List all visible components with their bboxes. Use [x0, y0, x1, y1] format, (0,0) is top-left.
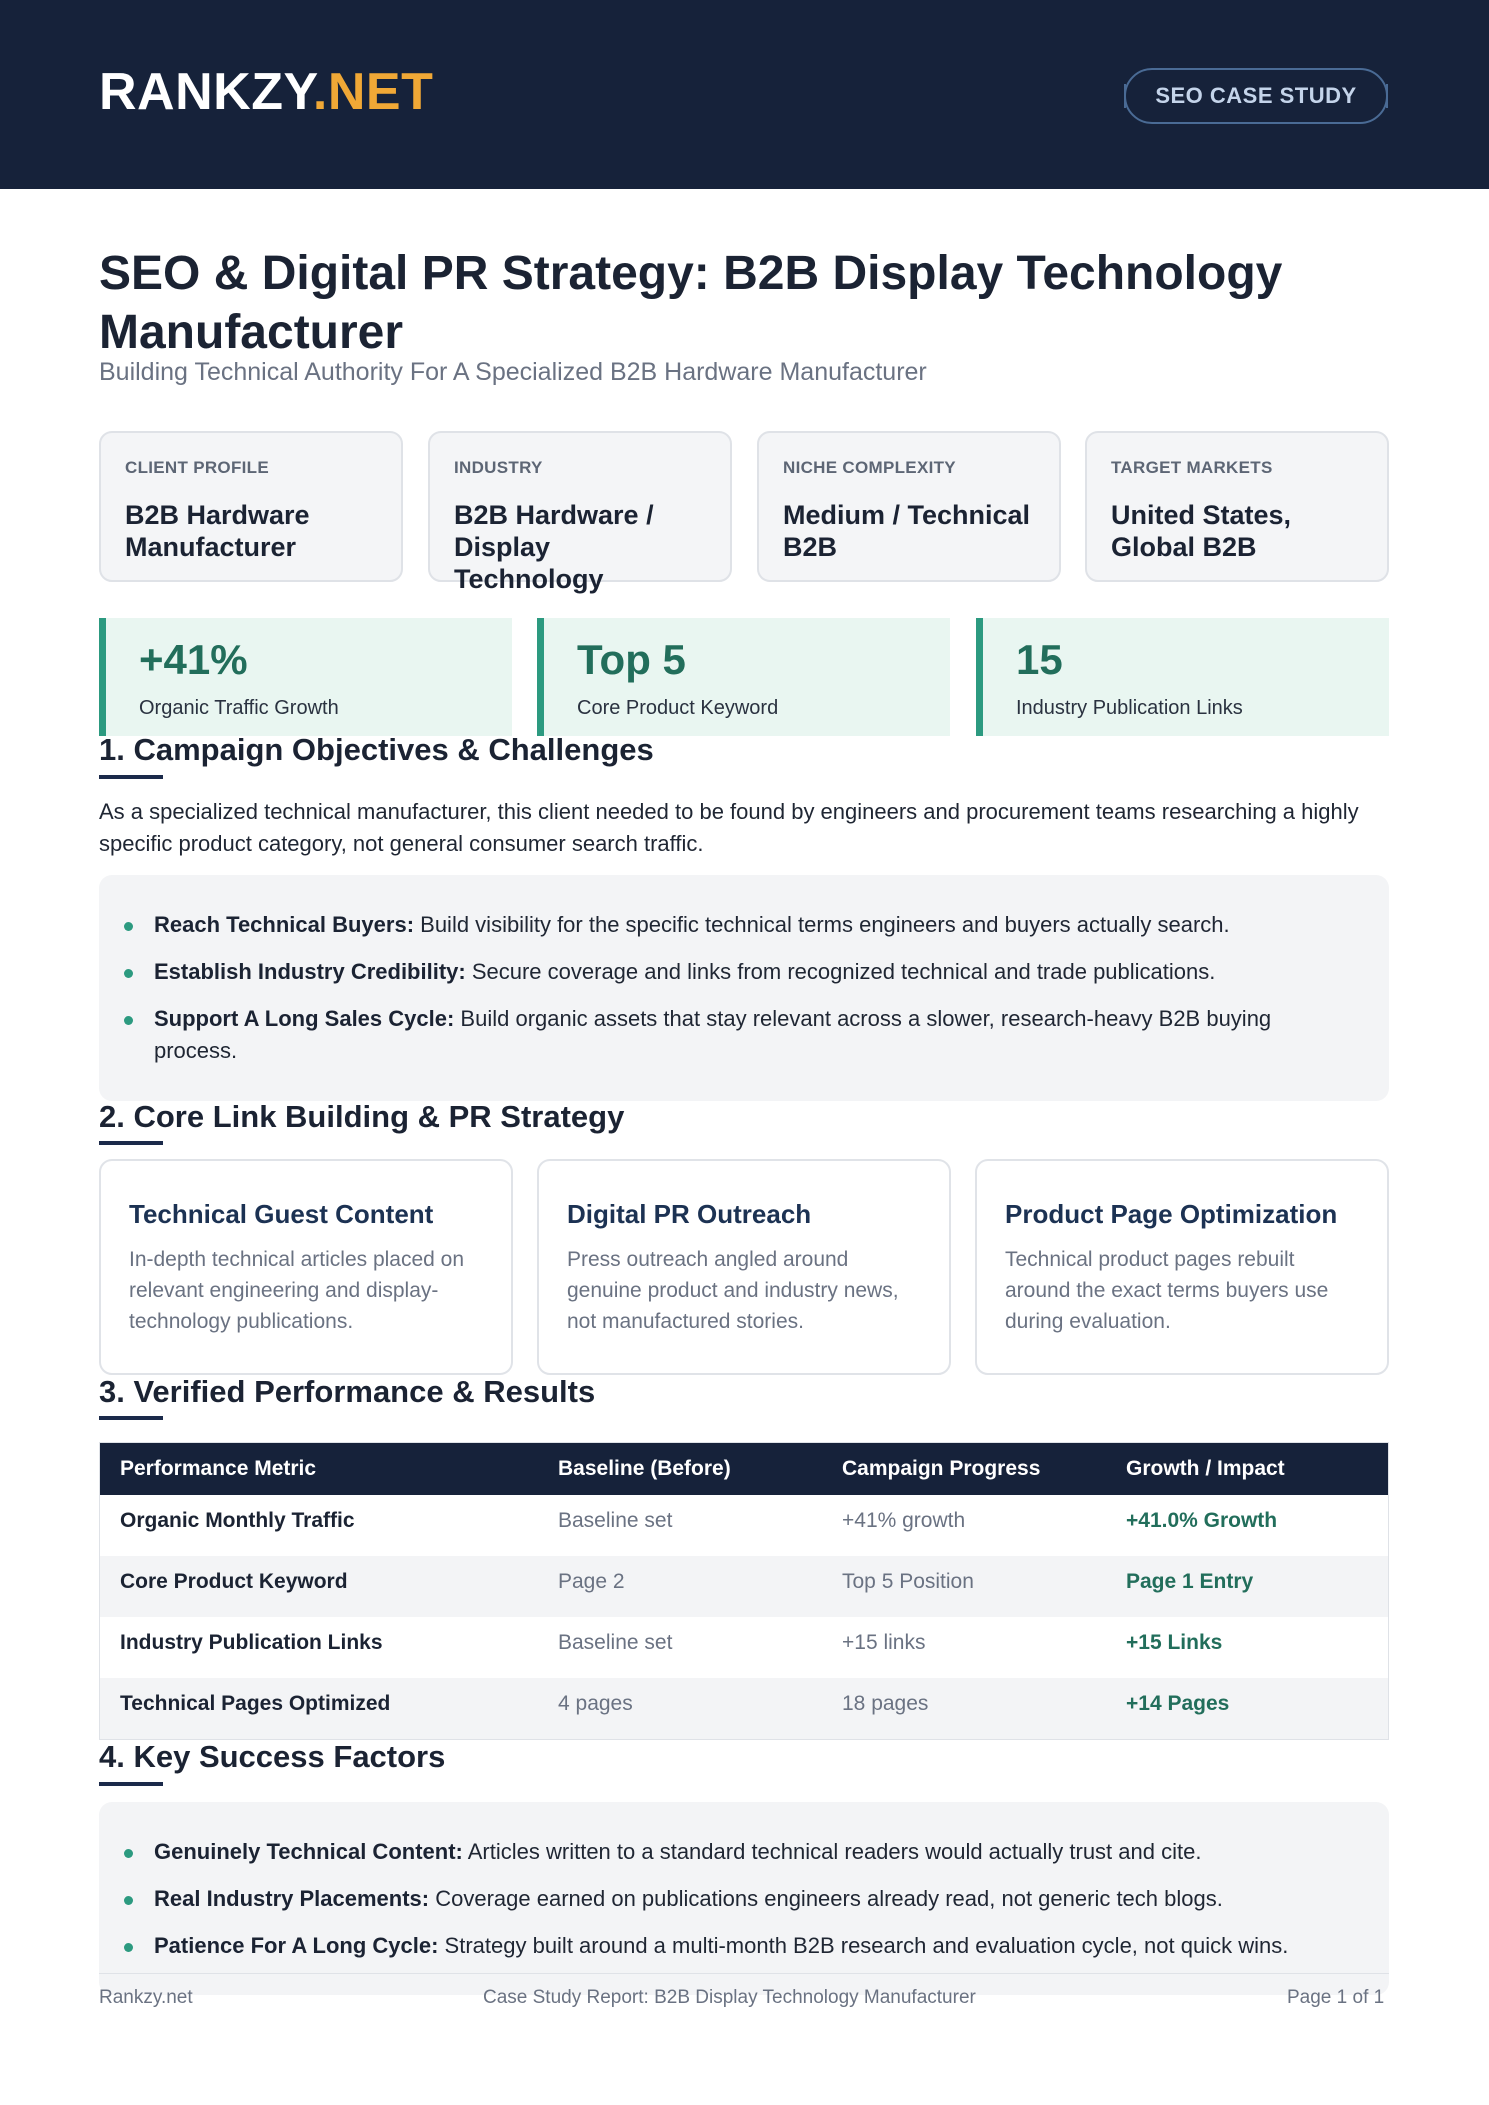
bullet-dot: [124, 1896, 133, 1905]
strategy-card-title: Digital PR Outreach: [567, 1199, 812, 1229]
table-cell-metric: Core Product Keyword: [120, 1570, 348, 1593]
bullet-text: Coverage earned on publications engineers already read, not generic tech blogs.: [429, 1886, 1223, 1911]
bullet-text: Build organic assets that stay relevant across a slower, research-heavy B2B buying process.: [154, 1006, 1272, 1063]
bullet-lead: Support A Long Sales Cycle:: [154, 1006, 455, 1031]
strategy-card-guest-content: [99, 1159, 513, 1375]
table-cell-baseline: 4 pages: [558, 1692, 633, 1715]
section-underline: [99, 1782, 163, 1786]
table-cell-growth: Page 1 Entry: [1126, 1570, 1254, 1593]
profile-card-industry: [428, 431, 732, 594]
table-row: [100, 1617, 1388, 1678]
stat-caption: Industry Publication Links: [1016, 697, 1243, 719]
list-item: [154, 956, 1334, 988]
table-cell-metric: Technical Pages Optimized: [120, 1692, 391, 1715]
footer-report-title: Case Study Report: B2B Display Technology Manufacturer: [483, 1987, 976, 2008]
column-header: Growth / Impact: [1126, 1457, 1285, 1480]
bullet-text: Articles written to a standard technical readers would actually trust and cite.: [462, 1839, 1202, 1864]
table-cell-progress: 18 pages: [842, 1692, 929, 1715]
section-heading-results: 3. Verified Performance & Results: [99, 1374, 596, 1409]
bullet-dot: [124, 1016, 133, 1025]
brand-logo[interactable]: [99, 62, 433, 122]
profile-card-niche: [757, 431, 1061, 582]
table-cell-metric: Organic Monthly Traffic: [120, 1509, 355, 1532]
strategy-card-product-pages: [975, 1159, 1389, 1375]
stat-keyword-rank: [537, 618, 950, 736]
profile-label: TARGET MARKETS: [1111, 458, 1273, 477]
list-item: [154, 1003, 1334, 1067]
list-item: [154, 909, 1334, 941]
strategy-card-desc: Technical product pages rebuilt around the exact terms buyers use during evaluation.: [1005, 1248, 1329, 1333]
profile-card-client: [99, 431, 403, 582]
case-study-badge: SEO CASE STUDY: [1124, 68, 1388, 124]
column-header: Performance Metric: [120, 1457, 317, 1480]
brand-accent: .NET: [312, 63, 434, 121]
table-header-row: [100, 1443, 1388, 1495]
table-cell-baseline: Baseline set: [558, 1631, 673, 1654]
objectives-intro: As a specialized technical manufacturer, this client needed to be found by engineers and procurement teams researching a highly specific product category, not general consumer search traffic.: [99, 799, 1359, 856]
strategy-card-desc: In-depth technical articles placed on relevant engineering and display-technology publications.: [129, 1248, 465, 1333]
strategy-card-title: Product Page Optimization: [1005, 1199, 1338, 1229]
stat-value: +41%: [139, 636, 248, 683]
column-header: Baseline (Before): [558, 1457, 731, 1480]
table-cell-baseline: Page 2: [558, 1570, 625, 1593]
section-heading-success-factors: 4. Key Success Factors: [99, 1739, 446, 1774]
section-underline: [99, 1141, 163, 1145]
profile-label: CLIENT PROFILE: [125, 458, 269, 477]
table-cell-growth: +14 Pages: [1126, 1692, 1230, 1715]
table-cell-metric: Industry Publication Links: [120, 1631, 383, 1654]
bullet-text: Strategy built around a multi-month B2B research and evaluation cycle, not quick wins.: [438, 1933, 1289, 1958]
table-cell-progress: +15 links: [842, 1631, 926, 1654]
bullet-lead: Reach Technical Buyers:: [154, 912, 415, 937]
table-cell-growth: +15 Links: [1126, 1631, 1223, 1654]
table-row: [100, 1495, 1388, 1556]
footer-site: Rankzy.net: [99, 1987, 193, 2008]
bullet-dot: [124, 922, 133, 931]
page-subtitle: Building Technical Authority For A Specialized B2B Hardware Manufacturer: [99, 358, 927, 386]
bullet-lead: Patience For A Long Cycle:: [154, 1933, 439, 1958]
table-cell-progress: Top 5 Position: [842, 1570, 974, 1593]
stat-value: 15: [1016, 636, 1063, 683]
profile-label: INDUSTRY: [454, 458, 543, 477]
table-cell-baseline: Baseline set: [558, 1509, 673, 1532]
section-underline: [99, 1416, 163, 1420]
stat-publication-links: [976, 618, 1389, 736]
stat-traffic-growth: [99, 618, 512, 736]
profile-card-markets: [1085, 431, 1389, 582]
footer-page-number: Page 1 of 1: [1287, 1987, 1385, 2008]
profile-value: B2B Hardware Manufacturer: [125, 500, 310, 562]
profile-value: B2B Hardware / Display Technology: [454, 500, 654, 594]
strategy-card-digital-pr: [537, 1159, 951, 1375]
profile-label: NICHE COMPLEXITY: [783, 458, 956, 477]
section-underline: [99, 775, 163, 779]
footer-divider: [99, 1973, 1389, 1974]
success-factors-list: [99, 1802, 1389, 1995]
bullet-lead: Real Industry Placements:: [154, 1886, 430, 1911]
section-heading-strategy: 2. Core Link Building & PR Strategy: [99, 1099, 625, 1134]
bullet-text: Build visibility for the specific technical terms engineers and buyers actually search.: [414, 912, 1230, 937]
brand-main: RANKZY: [99, 63, 313, 121]
table-row: [100, 1678, 1388, 1739]
bullet-lead: Genuinely Technical Content:: [154, 1839, 463, 1864]
stat-value: Top 5: [577, 636, 686, 683]
stat-caption: Core Product Keyword: [577, 697, 779, 719]
column-header: Campaign Progress: [842, 1457, 1041, 1480]
list-item: [154, 1930, 1334, 1962]
bullet-dot: [124, 969, 133, 978]
strategy-card-desc: Press outreach angled around genuine product and industry news, not manufactured stories.: [567, 1248, 899, 1333]
strategy-card-title: Technical Guest Content: [129, 1199, 434, 1229]
table-row: [100, 1556, 1388, 1617]
objectives-list: [99, 875, 1389, 1101]
table-cell-growth: +41.0% Growth: [1126, 1509, 1278, 1532]
page-title: SEO & Digital PR Strategy: B2B Display Technology Manufacturer: [99, 247, 1283, 359]
bullet-text: Secure coverage and links from recognized technical and trade publications.: [465, 959, 1216, 984]
bullet-dot: [124, 1943, 133, 1952]
bullet-lead: Establish Industry Credibility:: [154, 959, 466, 984]
bullet-dot: [124, 1849, 133, 1858]
table-cell-progress: +41% growth: [842, 1509, 966, 1532]
page-header: [0, 0, 1489, 189]
section-heading-objectives: 1. Campaign Objectives & Challenges: [99, 732, 654, 767]
stat-caption: Organic Traffic Growth: [139, 697, 339, 719]
list-item: [154, 1836, 1334, 1868]
results-table: [99, 1442, 1389, 1740]
profile-value: Medium / Technical B2B: [783, 500, 1031, 562]
list-item: [154, 1883, 1334, 1915]
profile-value: United States, Global B2B: [1111, 500, 1292, 562]
